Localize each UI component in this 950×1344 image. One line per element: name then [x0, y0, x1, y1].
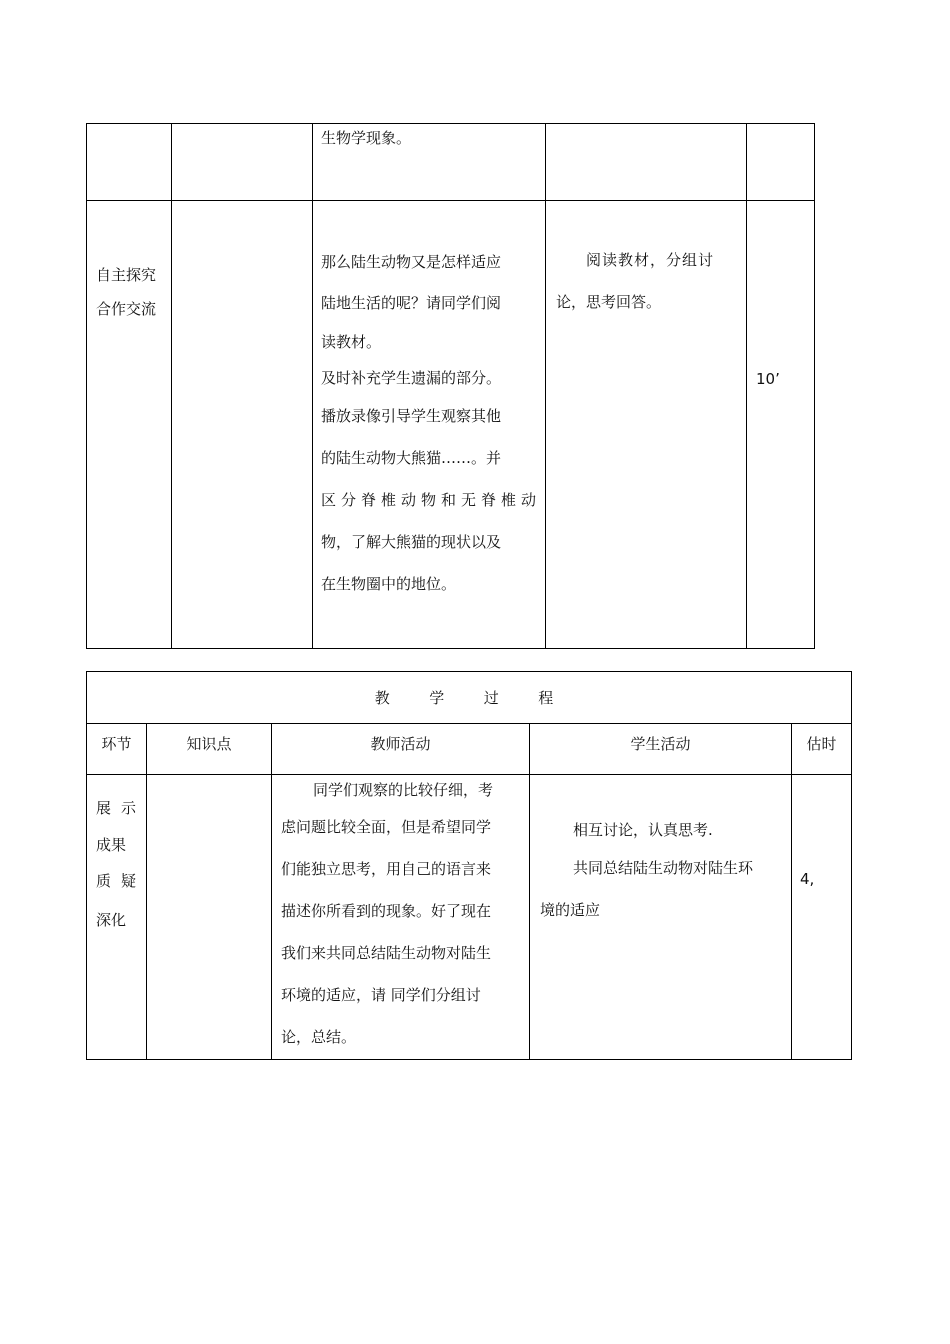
student-text-line: 相互讨论，认真思考. — [573, 821, 713, 839]
stage-label: 自主探究 — [96, 266, 157, 284]
header-label: 学生活动 — [630, 735, 691, 753]
header-label: 教师活动 — [370, 735, 431, 753]
knowledge-cell — [172, 124, 313, 201]
knowledge-cell — [172, 201, 313, 649]
header-stage — [87, 724, 147, 775]
teacher-activity-cell — [313, 124, 546, 201]
stage-cell — [87, 775, 147, 1060]
knowledge-cell — [147, 775, 272, 1060]
time-cell — [747, 124, 815, 201]
teacher-text-line: 我们来共同总结陆生动物对陆生 — [281, 944, 492, 962]
table-header-row — [87, 724, 852, 775]
stage-cell — [87, 201, 172, 649]
header-label: 环节 — [101, 735, 132, 753]
header-time — [792, 724, 852, 775]
time-value: 10’ — [756, 370, 780, 388]
stage-label: 深化 — [96, 911, 127, 929]
teacher-text-line: 描述你所看到的现象。好了现在 — [281, 902, 492, 920]
time-cell — [747, 201, 815, 649]
teacher-text-line: 那么陆生动物又是怎样适应 — [321, 253, 502, 271]
student-activity-cell — [530, 775, 792, 1060]
teacher-text-line: 论，总结。 — [281, 1028, 357, 1046]
table-title-row — [87, 672, 852, 724]
stage-cell — [87, 124, 172, 201]
teacher-text-line: 们能独立思考，用自己的语言来 — [281, 860, 492, 878]
stage-label: 展示 — [96, 799, 147, 817]
teacher-text-line: 同学们观察的比较仔细，考 — [313, 781, 494, 799]
header-student — [530, 724, 792, 775]
teacher-activity-cell — [313, 201, 546, 649]
teacher-text-line: 环境的适应，请 同学们分组讨 — [281, 986, 481, 1004]
teacher-text-line: 区分脊椎动物和无脊椎动 — [321, 491, 542, 509]
table-row — [87, 201, 815, 649]
header-label: 知识点 — [186, 735, 232, 753]
student-text-line: 论，思考回答。 — [556, 293, 662, 311]
table-title — [87, 672, 852, 724]
time-value: 4, — [800, 870, 815, 888]
student-text-line: 境的适应 — [540, 901, 601, 919]
header-knowledge — [147, 724, 272, 775]
teacher-activity-cell — [272, 775, 530, 1060]
header-teacher — [272, 724, 530, 775]
teacher-text-line: 播放录像引导学生观察其他 — [321, 407, 502, 425]
teacher-text-line: 物，了解大熊猫的现状以及 — [321, 533, 502, 551]
table-row — [87, 124, 815, 201]
stage-label: 质疑 — [96, 872, 147, 890]
table-title-text: 教 学 过 程 — [374, 689, 564, 707]
teaching-process-table — [86, 671, 852, 1060]
student-activity-cell — [546, 201, 747, 649]
teacher-text-line: 虑问题比较全面，但是希望同学 — [281, 818, 492, 836]
teacher-text-line: 及时补充学生遗漏的部分。 — [321, 369, 502, 387]
table-row — [87, 775, 852, 1060]
student-activity-cell — [546, 124, 747, 201]
header-label: 估时 — [806, 735, 837, 753]
lesson-table-continued — [86, 123, 815, 649]
teacher-text-line: 读教材。 — [321, 333, 382, 351]
student-text-line: 共同总结陆生动物对陆生环 — [573, 859, 754, 877]
teacher-text-line: 生物学现象。 — [321, 129, 412, 147]
teacher-text-line: 的陆生动物大熊猫……。并 — [321, 449, 502, 467]
stage-label: 合作交流 — [96, 300, 157, 318]
stage-label: 成果 — [96, 836, 127, 854]
time-cell — [792, 775, 852, 1060]
student-text-line: 阅读教材，分组讨 — [586, 251, 715, 269]
teacher-text-line: 在生物圈中的地位。 — [321, 575, 457, 593]
teacher-text-line: 陆地生活的呢？请同学们阅 — [321, 294, 502, 312]
